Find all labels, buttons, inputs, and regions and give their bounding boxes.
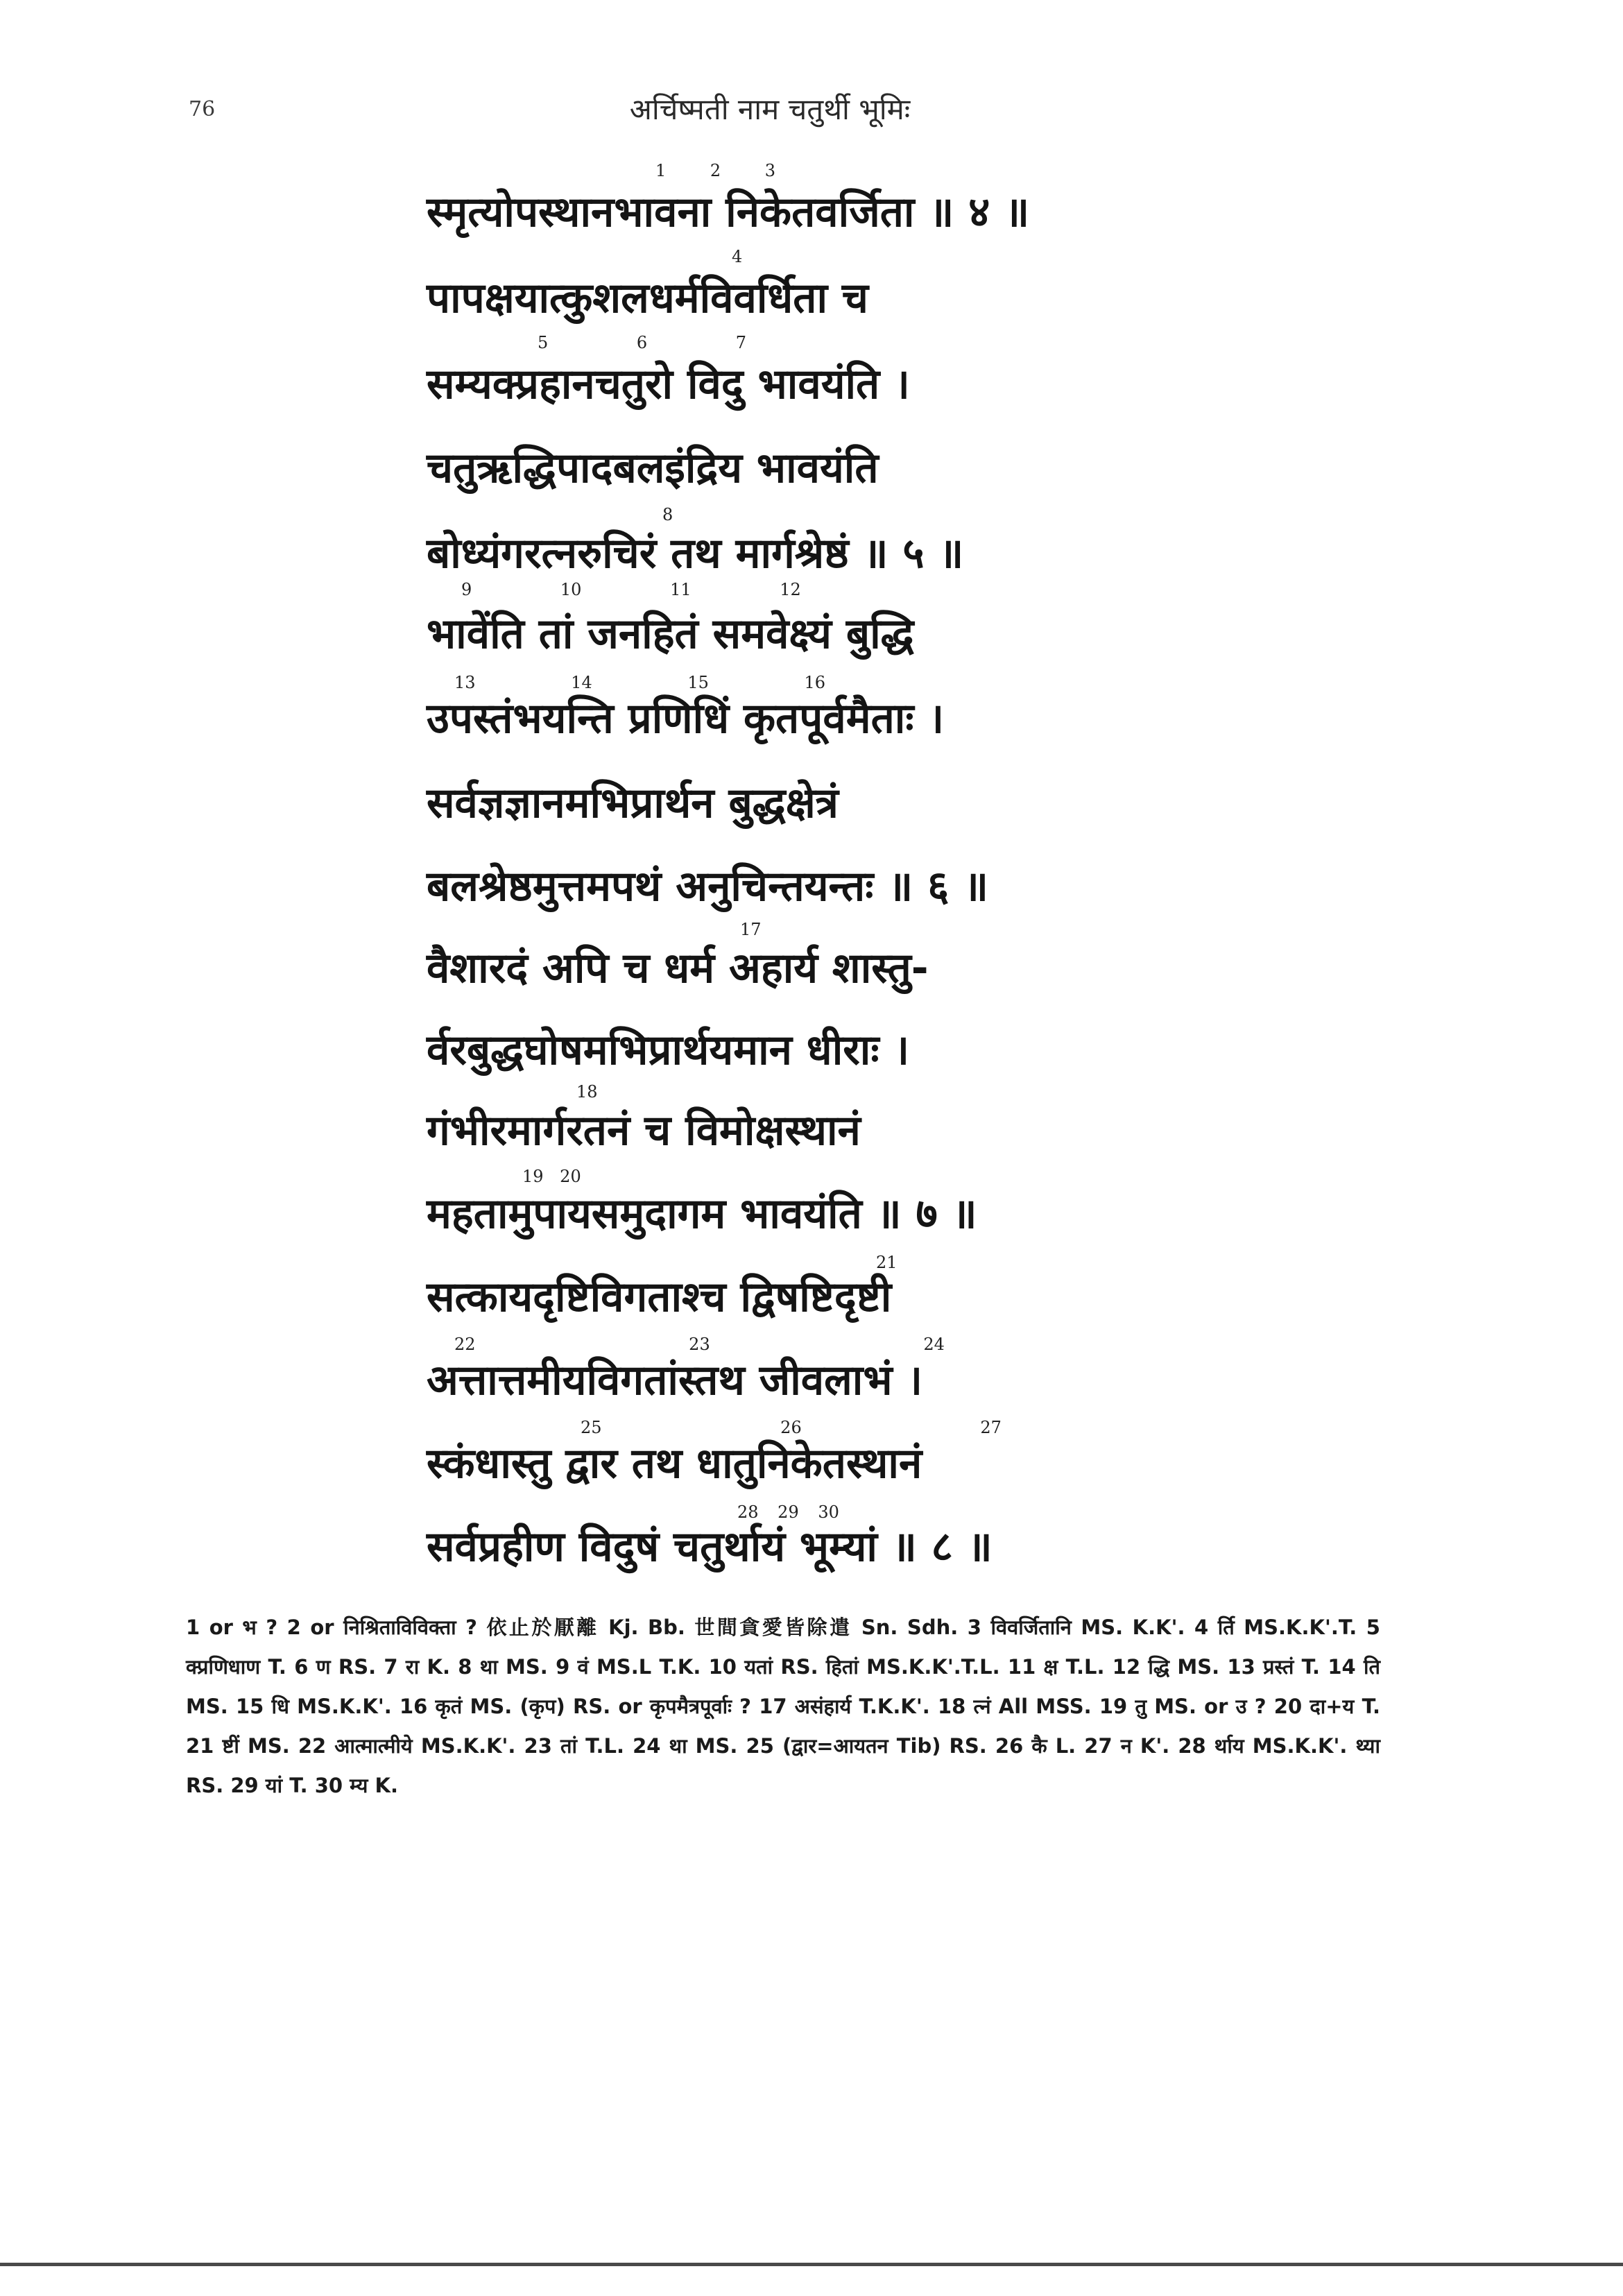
verse-line: सम्यक्प्रहानचतुरो विदु भावयंति । bbox=[427, 360, 910, 409]
page-number: 76 bbox=[189, 97, 216, 121]
footnote-marks: 25 26 27 bbox=[581, 1418, 1002, 1437]
verse-line: स्कंधास्तु द्वार तथ धातुनिकेतस्थानं bbox=[427, 1439, 922, 1488]
footnote-marks: 9 10 11 12 bbox=[461, 580, 801, 599]
verse-line: सर्वज्ञज्ञानमभिप्रार्थन बुद्धक्षेत्रं bbox=[427, 779, 839, 828]
verse-line: बलश्रेष्ठमुत्तमपथं अनुचिन्तयन्तः ॥ ६ ॥ bbox=[427, 862, 989, 911]
footnote-marks: 17 bbox=[740, 920, 762, 939]
footnote-marks: 21 bbox=[876, 1253, 898, 1272]
footnote-marks: 22 23 24 bbox=[454, 1335, 945, 1354]
footnote-marks: 1 2 3 bbox=[655, 161, 796, 180]
footnote-marks: 18 bbox=[576, 1082, 598, 1102]
verse-line: गंभीरमार्गरतनं च विमोक्षस्थानं bbox=[427, 1106, 861, 1155]
verse-line: पापक्षयात्कुशलधर्मविवर्धिता च bbox=[427, 274, 869, 323]
verse-line: सत्कायदृष्टिविगताश्च द्विषष्टिदृष्टी bbox=[427, 1273, 892, 1321]
verse-line: र्वरबुद्धघोषमभिप्रार्थयमान धीराः । bbox=[427, 1026, 910, 1074]
bottom-rule bbox=[0, 2263, 1623, 2266]
footnote-marks: 8 bbox=[662, 505, 673, 524]
verse-line: स्मृत्योपस्थानभावना निकेतवर्जिता ॥ ४ ॥ bbox=[427, 188, 1030, 237]
verse-line: चतुऋद्धिपादबलइंद्रिय भावयंति bbox=[427, 444, 879, 492]
verse-line: बोध्यंगरत्नरुचिरं तथ मार्गश्रेष्ठं ॥ ५ ॥ bbox=[427, 529, 964, 578]
verse-line: महतामुपायसमुदागम भावयंति ॥ ७ ॥ bbox=[427, 1190, 977, 1238]
footnote-apparatus: 1 or भ ? 2 or निश्रिताविविक्ता ? 依止於厭離 Kj. Bb. 世間貪愛皆除遣 Sn. Sdh. 3 विवर्जितानि MS. K.K'. 4 र्ति MS.K.K'.T. 5 क्प्रणिधाण T. 6 ण RS. 7 रा K. 8 था MS. 9 वं MS.L T.K. 10 यतां RS. हितां MS.K.K'.T.L. 11 क्ष T.L. 12 द्धि MS. 13 प्रस्तं T. 14 ति MS. 15 धि MS.K.K'. 16 कृतं MS. (कृप) RS. or कृपमैत्रपूर्वाः ? 17 असंहार्य T.K.K'. 18 त्नं All MSS. 19 तु MS. or उ ? 20 दा+य T. 21 ष्टीं MS. 22 आत्मात्मीये MS.K.K'. 23 तां T.L. 24 था MS. 25 (द्वार=आयतन Tib) RS. 26 कै L. 27 न K'. 28 र्थाय MS.K.K'. थ्या RS. 29 यां T. 30 म्य K. bbox=[186, 1616, 1380, 1797]
footnote-marks: 5 6 7 bbox=[538, 333, 789, 352]
verse-line: भावेंति तां जनहितं समवेक्ष्यं बुद्धि bbox=[427, 610, 914, 658]
verse-line: अत्तात्तमीयविगतांस्तथ जीवलाभं । bbox=[427, 1356, 923, 1405]
verse-line: वैशारदं अपि च धर्म अहार्य शास्तु- bbox=[427, 944, 929, 993]
verse-line: उपस्तंभयन्ति प्रणिधिं कृतपूर्वमैताः । bbox=[427, 694, 945, 743]
footnote-marks: 13 14 15 16 bbox=[454, 673, 826, 692]
footnote-marks: 19 20 bbox=[522, 1167, 581, 1186]
verse-line: सर्वप्रहीण विदुषं चतुर्थायं भूम्यां ॥ ८ ॥ bbox=[427, 1523, 993, 1571]
footnote-marks: 28 29 30 bbox=[737, 1502, 839, 1522]
running-head: अर्चिष्मती नाम चतुर्थी भूमिः bbox=[629, 92, 911, 126]
footnote-marks: 4 bbox=[732, 247, 743, 266]
